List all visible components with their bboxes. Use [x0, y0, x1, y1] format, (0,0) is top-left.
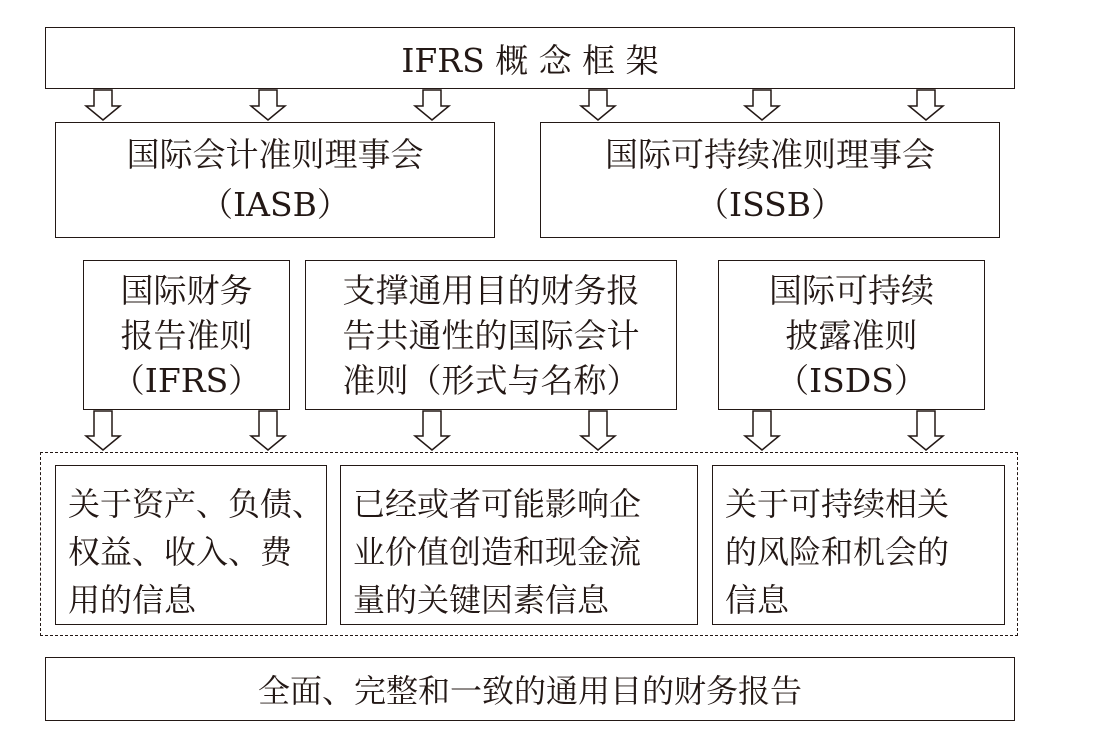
- down-arrow-icon: [909, 90, 943, 120]
- common-accounting-standards-box: [305, 260, 677, 410]
- iasb-board-box: [55, 122, 495, 238]
- down-arrow-icon: [251, 411, 285, 450]
- info2-line-2: 业价值创造和现金流: [353, 533, 642, 571]
- value-creation-info-box: [340, 465, 698, 625]
- info1-line-2: 权益、收入、费: [68, 533, 293, 571]
- info2-line-1: 已经或者可能影响企: [353, 485, 642, 523]
- ifrs-line-1: 国际财务: [120, 270, 253, 310]
- down-arrow-icon: [415, 411, 449, 450]
- info1-line-1: 关于资产、负债、: [68, 485, 325, 523]
- ifrs-standards-box: [83, 260, 290, 410]
- issb-name: 国际可持续准则理事会: [605, 135, 935, 174]
- ifrs-conceptual-framework-box: [45, 27, 1015, 89]
- iacs-line-1: 支撑通用目的财务报: [342, 270, 640, 310]
- ifrs-line-2: 报告准则: [120, 315, 253, 355]
- isds-line-2: 披露准则: [785, 315, 918, 355]
- down-arrow-icon: [251, 90, 285, 120]
- iacs-line-2: 告共通性的国际会计: [342, 315, 640, 355]
- issb-abbr: （ISSB）: [696, 185, 844, 224]
- isds-line-1: 国际可持续: [769, 270, 934, 310]
- iasb-name: 国际会计准则理事会: [126, 135, 424, 174]
- general-purpose-report-box: [45, 657, 1015, 721]
- framework-title: IFRS 概 念 框 架: [401, 40, 659, 80]
- info1-line-3: 用的信息: [68, 581, 197, 619]
- down-arrow-icon: [909, 411, 943, 450]
- iasb-abbr: （IASB）: [200, 185, 350, 224]
- info2-line-3: 量的关键因素信息: [353, 581, 610, 619]
- sustainability-info-box: [712, 465, 1005, 625]
- down-arrow-icon: [745, 90, 779, 120]
- report-title: 全面、完整和一致的通用目的财务报告: [257, 672, 802, 710]
- info3-line-2: 的风险和机会的: [725, 533, 950, 571]
- iacs-line-3: 准则（形式与名称）: [342, 360, 640, 400]
- isds-line-3: （ISDS）: [776, 360, 927, 400]
- financial-info-box: [55, 465, 327, 625]
- info3-line-1: 关于可持续相关: [725, 485, 950, 523]
- down-arrow-icon: [415, 90, 449, 120]
- down-arrow-icon: [86, 411, 120, 450]
- down-arrow-icon: [86, 90, 120, 120]
- down-arrow-icon: [581, 411, 615, 450]
- isds-standards-box: [718, 260, 985, 410]
- ifrs-line-3: （IFRS）: [111, 360, 262, 400]
- down-arrow-icon: [581, 90, 615, 120]
- issb-board-box: [540, 122, 1000, 238]
- down-arrow-icon: [745, 411, 779, 450]
- info3-line-3: 信息: [725, 581, 790, 619]
